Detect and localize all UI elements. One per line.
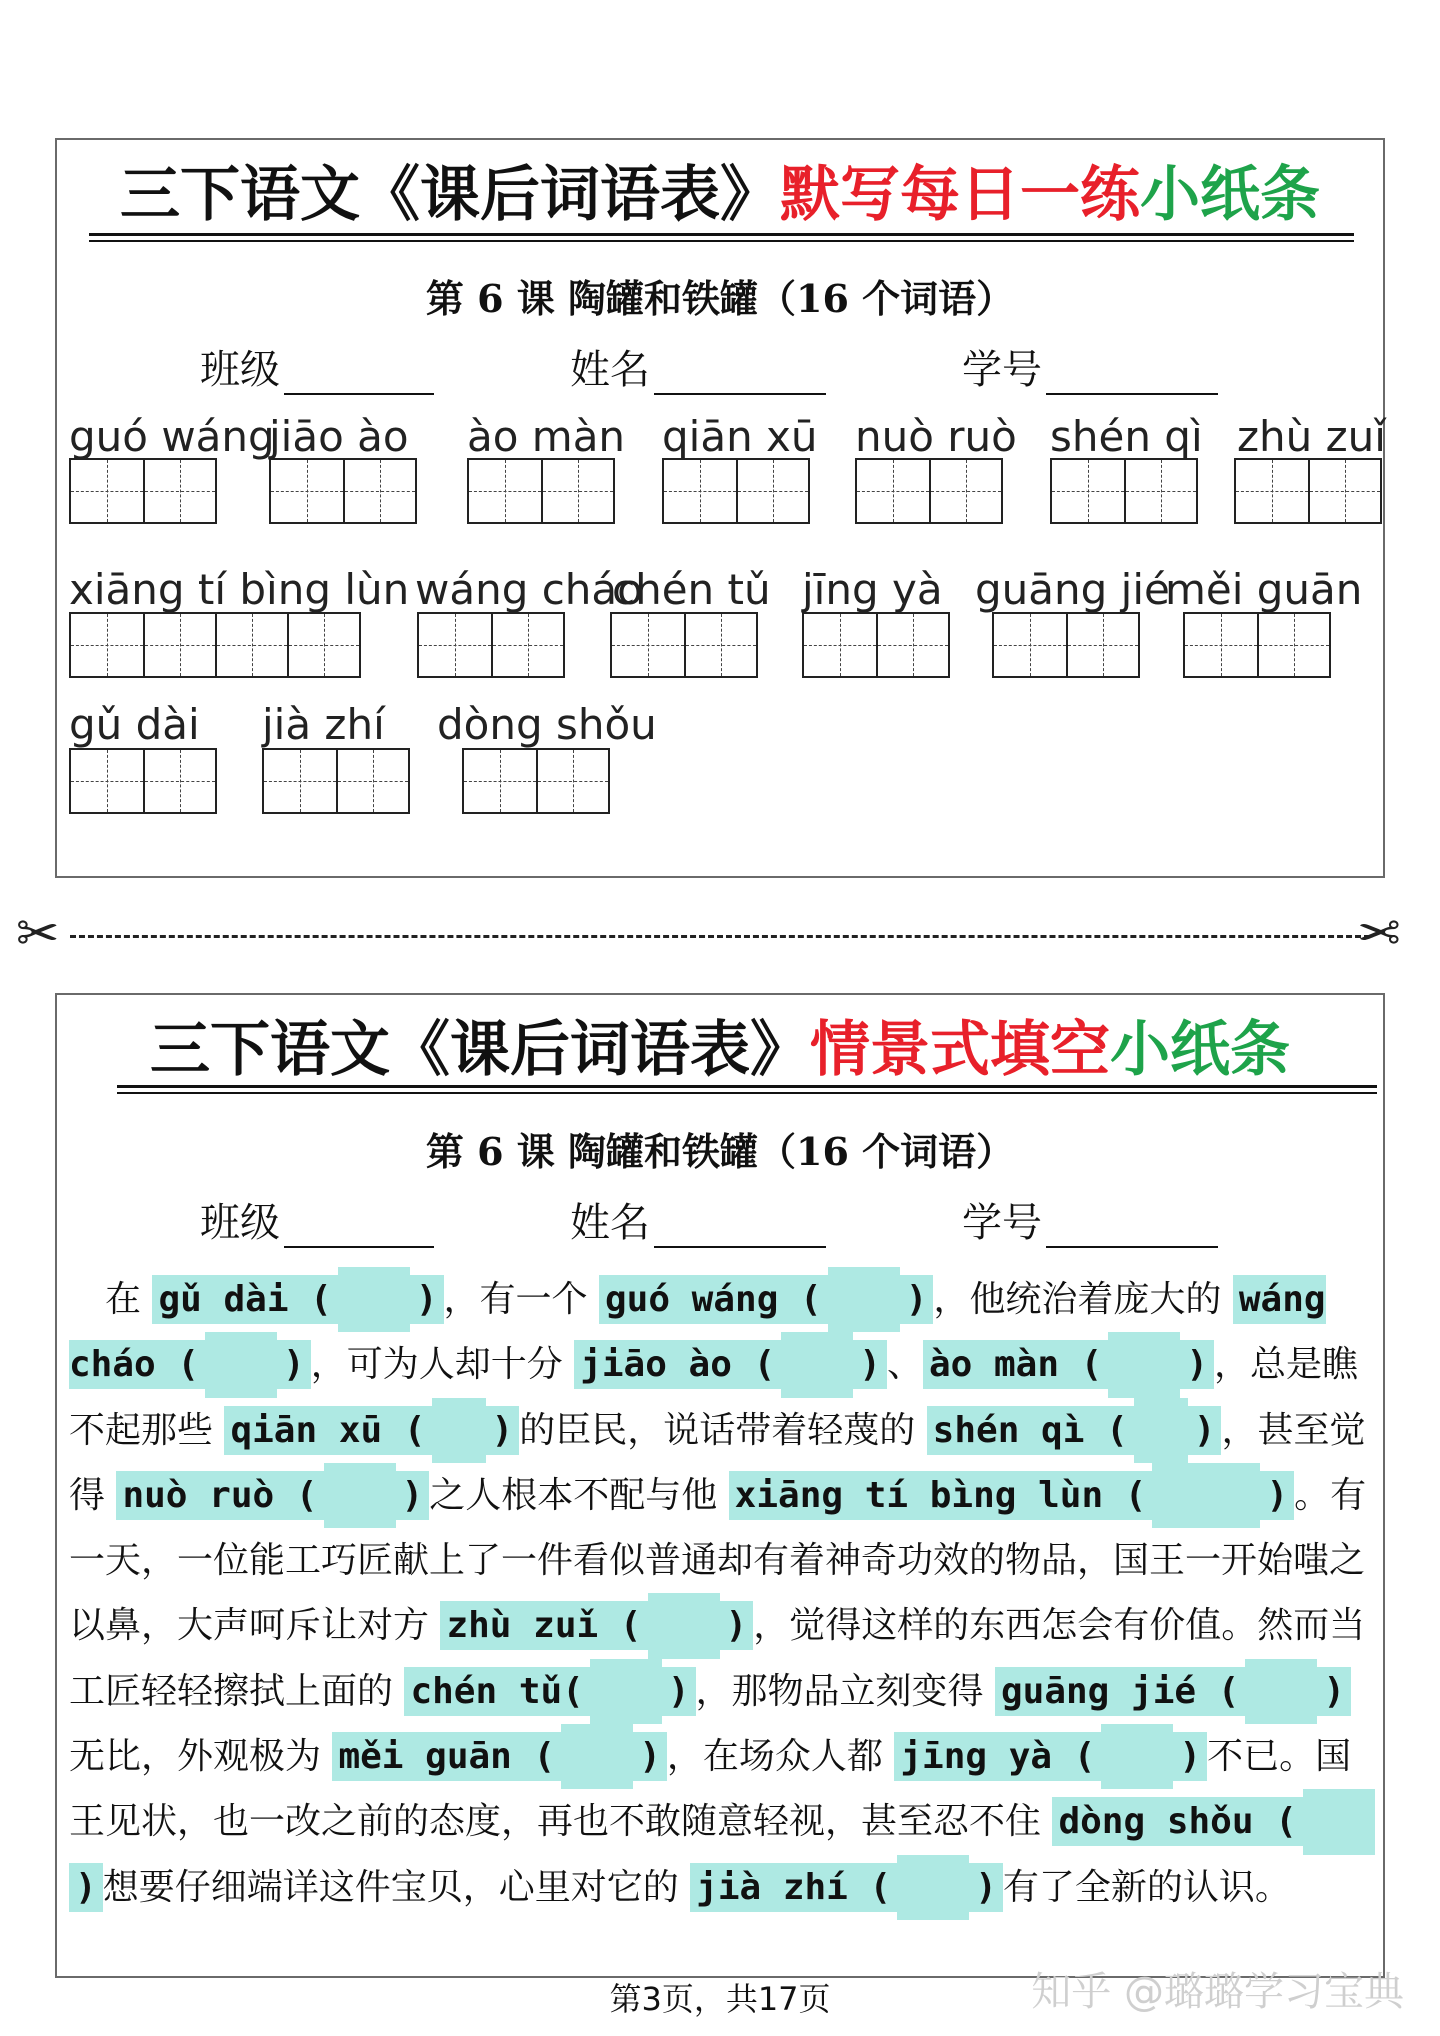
pinyin-prompt: )	[1188, 1406, 1222, 1455]
pinyin-prompt: )	[662, 1667, 696, 1716]
title-red-part: 情景式填空	[810, 1015, 1110, 1085]
title-underline-thin	[117, 1092, 1377, 1094]
student-id-field	[962, 1191, 1218, 1248]
pinyin-prompt: qiān xū (	[224, 1406, 431, 1455]
scissors-icon: ✂	[1357, 904, 1401, 964]
story-text: ，甚至觉得	[69, 1409, 1366, 1516]
tianzi-grid[interactable]	[1050, 458, 1198, 524]
pinyin-prompt: )	[1173, 1732, 1207, 1781]
tianzi-cell[interactable]	[287, 614, 359, 676]
tianzi-grid[interactable]	[69, 612, 361, 678]
pinyin-prompt: jīng yà (	[894, 1732, 1101, 1781]
class-label: 班级	[200, 347, 280, 393]
tianzi-grid[interactable]	[69, 458, 217, 524]
card-title	[57, 1015, 1383, 1085]
story-text: 的臣民，说话带着轻蔑的	[519, 1409, 927, 1451]
tianzi-cell[interactable]	[612, 614, 684, 676]
tianzi-grid[interactable]	[855, 458, 1003, 524]
pinyin-prompt: guāng jié (	[995, 1667, 1245, 1716]
class-field	[200, 338, 434, 395]
pinyin-prompt: )	[633, 1732, 667, 1781]
tianzi-cell[interactable]	[684, 614, 756, 676]
title-green-part: 小纸条	[1140, 160, 1320, 230]
tianzi-grid[interactable]	[610, 612, 758, 678]
word-pinyin: měi guān	[1165, 565, 1363, 614]
tianzi-cell[interactable]	[1257, 614, 1329, 676]
tianzi-grid[interactable]	[992, 612, 1140, 678]
tianzi-grid[interactable]	[262, 748, 410, 814]
pinyin-prompt: )	[69, 1863, 103, 1912]
class-label: 班级	[200, 1200, 280, 1246]
pinyin-prompt: )	[396, 1471, 430, 1520]
name-blank[interactable]	[654, 353, 826, 395]
story-text: 想要仔细端详这件宝贝，心里对它的	[102, 1866, 691, 1908]
tianzi-cell[interactable]	[1185, 614, 1257, 676]
story-text: 不已。国王见状，也一改之前的态度，再也不敢随意轻视，甚至忍不住	[69, 1736, 1352, 1843]
answer-blank[interactable]	[1101, 1724, 1173, 1789]
card-title	[57, 160, 1383, 230]
tianzi-grid[interactable]	[69, 748, 217, 814]
story-text: 无比，外观极为	[69, 1736, 333, 1778]
story-text: 。有一天，一位能工巧匠献上了一件看似普通却有着神奇功效的物品，国王一开始嗤之以鼻，大声呵斥让对方	[69, 1474, 1367, 1647]
pinyin-prompt: )	[410, 1275, 444, 1324]
tianzi-grid[interactable]	[1234, 458, 1382, 524]
word-pinyin: jīng yà	[802, 565, 943, 614]
word-pinyin: gǔ dài	[69, 700, 200, 749]
answer-blank[interactable]	[561, 1724, 633, 1789]
tianzi-cell[interactable]	[143, 614, 215, 676]
student-id-label: 学号	[962, 347, 1042, 393]
pinyin-prompt: jià zhí (	[690, 1863, 897, 1912]
tianzi-cell[interactable]	[271, 460, 343, 522]
title-black-part: 三下语文《课后词语表》	[150, 1015, 810, 1085]
tianzi-cell[interactable]	[71, 460, 143, 522]
tianzi-grid[interactable]	[417, 612, 565, 678]
story-text: ，可为人却十分	[310, 1344, 575, 1386]
tianzi-cell[interactable]	[804, 614, 876, 676]
answer-blank[interactable]	[205, 1332, 277, 1397]
pinyin-prompt: nuò ruò (	[116, 1471, 323, 1520]
story-text: ，那物品立刻变得	[695, 1670, 995, 1712]
title-underline	[117, 1085, 1377, 1088]
pinyin-prompt: guó wáng (	[599, 1275, 828, 1324]
tianzi-cell[interactable]	[536, 750, 608, 812]
word-pinyin: shén qì	[1050, 412, 1203, 461]
fill-in-card	[55, 993, 1385, 1978]
pinyin-prompt: měi guān (	[332, 1732, 561, 1781]
tianzi-cell[interactable]	[736, 460, 808, 522]
pinyin-prompt: jiāo ào (	[574, 1340, 781, 1389]
tianzi-cell[interactable]	[929, 460, 1001, 522]
pinyin-prompt: )	[1260, 1471, 1294, 1520]
watermark: 知乎 @璐璐学习宝典	[1031, 1969, 1404, 2015]
tianzi-cell[interactable]	[464, 750, 536, 812]
tianzi-grid[interactable]	[1183, 612, 1331, 678]
story-text: ，在场众人都	[666, 1736, 895, 1778]
tianzi-cell[interactable]	[1052, 460, 1124, 522]
tianzi-cell[interactable]	[419, 614, 491, 676]
tianzi-grid[interactable]	[467, 458, 615, 524]
tianzi-cell[interactable]	[71, 614, 143, 676]
tianzi-cell[interactable]	[71, 750, 143, 812]
pinyin-prompt: )	[853, 1340, 887, 1389]
tianzi-cell[interactable]	[541, 460, 613, 522]
pinyin-prompt: )	[1317, 1667, 1351, 1716]
title-black-part: 三下语文《课后词语表》	[120, 160, 780, 230]
class-blank[interactable]	[284, 1206, 434, 1248]
answer-blank[interactable]	[432, 1398, 486, 1463]
tianzi-grid[interactable]	[462, 748, 610, 814]
title-green-part: 小纸条	[1110, 1015, 1290, 1085]
pinyin-prompt: wáng cháo (	[69, 1275, 1326, 1389]
tianzi-cell[interactable]	[664, 460, 736, 522]
pinyin-prompt: )	[277, 1340, 311, 1389]
pinyin-prompt: )	[900, 1275, 934, 1324]
word-pinyin: chén tǔ	[612, 565, 771, 614]
answer-blank[interactable]	[1134, 1398, 1188, 1463]
pinyin-prompt: )	[1180, 1340, 1214, 1389]
answer-blank[interactable]	[648, 1593, 720, 1658]
story-text: 之人根本不配与他	[429, 1474, 729, 1516]
story-text: ，有一个	[443, 1279, 599, 1320]
word-pinyin: jià zhí	[262, 700, 385, 749]
dictation-card	[55, 138, 1385, 878]
answer-blank[interactable]	[1108, 1332, 1180, 1397]
tianzi-cell[interactable]	[1124, 460, 1196, 522]
story-text: ，他统治着庞大的	[933, 1279, 1233, 1320]
word-pinyin: ào màn	[467, 412, 626, 461]
name-label: 姓名	[570, 1200, 650, 1246]
pinyin-prompt: )	[486, 1406, 520, 1455]
pinyin-prompt: shén qì (	[927, 1406, 1134, 1455]
word-pinyin: qiān xū	[662, 412, 818, 461]
word-pinyin: xiāng tí bìng lùn	[69, 565, 410, 614]
pinyin-prompt: )	[969, 1863, 1003, 1912]
student-id-label: 学号	[962, 1200, 1042, 1246]
pinyin-prompt: dòng shǒu (	[1052, 1797, 1302, 1846]
tianzi-cell[interactable]	[1236, 460, 1308, 522]
answer-blank[interactable]	[1245, 1659, 1317, 1724]
word-pinyin: nuò ruò	[855, 412, 1017, 461]
answer-blank[interactable]	[338, 1267, 410, 1332]
story-paragraph	[69, 1267, 1375, 1920]
story-text: 、	[886, 1344, 923, 1386]
student-id-field	[962, 338, 1218, 395]
tianzi-cell[interactable]	[994, 614, 1066, 676]
tianzi-cell[interactable]	[143, 750, 215, 812]
word-pinyin: guāng jié	[975, 565, 1170, 614]
word-pinyin: dòng shǒu	[437, 700, 657, 749]
scissors-icon: ✂	[16, 904, 60, 964]
student-id-blank[interactable]	[1046, 1206, 1218, 1248]
name-field	[570, 1191, 826, 1248]
answer-blank[interactable]	[1303, 1789, 1375, 1854]
pinyin-prompt: )	[720, 1601, 754, 1650]
word-pinyin: jiāo ào	[269, 412, 409, 461]
class-field	[200, 1191, 434, 1248]
story-text: ，觉得这样的东西怎会有价值。然而当工匠轻轻擦拭上面的	[69, 1605, 1366, 1712]
pinyin-prompt: xiāng tí bìng lùn (	[729, 1471, 1153, 1520]
student-id-blank[interactable]	[1046, 353, 1218, 395]
tianzi-cell[interactable]	[857, 460, 929, 522]
page-footer: 第3页，共17页	[609, 1980, 831, 2018]
tianzi-cell[interactable]	[343, 460, 415, 522]
lesson-subtitle: 第 6 课 陶罐和铁罐（16 个词语）	[425, 1129, 1015, 1174]
tianzi-cell[interactable]	[876, 614, 948, 676]
story-text: ，总是瞧不起那些	[69, 1344, 1359, 1451]
tianzi-grid[interactable]	[662, 458, 810, 524]
name-blank[interactable]	[654, 1206, 826, 1248]
tianzi-grid[interactable]	[802, 612, 950, 678]
tianzi-cell[interactable]	[143, 460, 215, 522]
title-underline	[89, 233, 1354, 236]
lesson-subtitle: 第 6 课 陶罐和铁罐（16 个词语）	[425, 276, 1015, 321]
tianzi-cell[interactable]	[1066, 614, 1138, 676]
tianzi-cell[interactable]	[336, 750, 408, 812]
answer-blank[interactable]	[590, 1659, 662, 1724]
story-text: 在	[69, 1279, 153, 1320]
tianzi-cell[interactable]	[215, 614, 287, 676]
pinyin-prompt: zhù zuǐ (	[440, 1601, 647, 1650]
word-pinyin: zhù zuǐ	[1237, 412, 1386, 461]
tianzi-cell[interactable]	[491, 614, 563, 676]
answer-blank[interactable]	[1152, 1463, 1260, 1528]
answer-blank[interactable]	[897, 1855, 969, 1920]
title-underline-thin	[89, 240, 1354, 242]
tianzi-cell[interactable]	[469, 460, 541, 522]
pinyin-prompt: chén tǔ(	[404, 1667, 589, 1716]
tianzi-cell[interactable]	[1308, 460, 1380, 522]
answer-blank[interactable]	[324, 1463, 396, 1528]
title-red-part: 默写每日一练	[780, 160, 1140, 230]
class-blank[interactable]	[284, 353, 434, 395]
story-text: 有了全新的认识。	[1002, 1866, 1291, 1908]
tianzi-cell[interactable]	[264, 750, 336, 812]
cut-line	[70, 935, 1370, 938]
name-label: 姓名	[570, 347, 650, 393]
tianzi-grid[interactable]	[269, 458, 417, 524]
answer-blank[interactable]	[828, 1267, 900, 1332]
pinyin-prompt: ào màn (	[923, 1340, 1108, 1389]
pinyin-prompt: gǔ dài (	[152, 1275, 337, 1324]
word-pinyin: guó wáng	[69, 412, 275, 461]
answer-blank[interactable]	[781, 1332, 853, 1397]
name-field	[570, 338, 826, 395]
word-pinyin: wáng cháo	[415, 565, 643, 614]
